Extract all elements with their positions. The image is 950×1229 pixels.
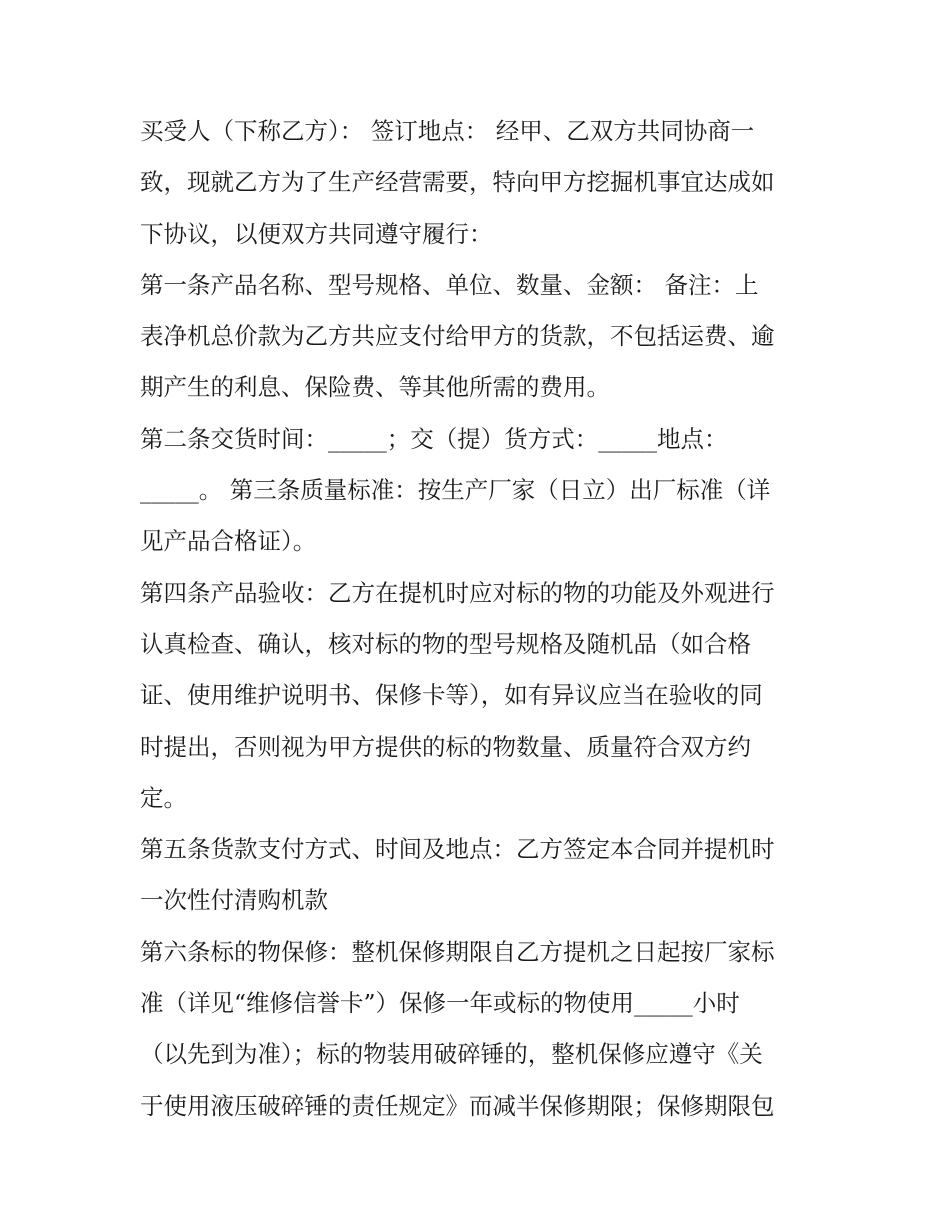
- text-line-10: 第四条产品验收：乙方在提机时应对标的物的功能及外观进行: [140, 578, 775, 607]
- text-line-1: 买受人（下称乙方）： 签订地点： 经甲、乙双方共同协商一: [140, 117, 755, 145]
- text-line-20: 于使用液压破碎锤的责任规定》而减半保修期限；保修期限包: [140, 1091, 775, 1120]
- text-line-13: 时提出，否则视为甲方提供的标的物数量、质量符合双方约: [140, 732, 751, 761]
- text-line-7: 第二条交货时间：_____；交（提）货方式：_____地点：: [140, 424, 728, 453]
- text-line-19: （以先到为准）；标的物装用破碎锤的，整机保修应遵守《关: [140, 1040, 763, 1069]
- text-line-12: 证、使用维护说明书、保修卡等），如有异议应当在验收的同: [140, 681, 763, 710]
- text-line-5: 表净机总价款为乙方共应支付给甲方的货款，不包括运费、逾: [140, 322, 775, 351]
- text-line-17: 第六条标的物保修：整机保修期限自乙方提机之日起按厂家标: [140, 937, 775, 966]
- text-line-14: 定。: [140, 783, 187, 812]
- text-line-3: 下协议，以便双方共同遵守履行：: [140, 219, 493, 248]
- text-line-9: 见产品合格证）。: [140, 527, 317, 556]
- text-line-4: 第一条产品名称、型号规格、单位、数量、金额： 备注：上: [140, 270, 759, 299]
- text-line-18: 准（详见“维修信誉卡”）保修一年或标的物使用_____小时: [140, 989, 740, 1018]
- text-line-2: 致，现就乙方为了生产经营需要，特向甲方挖掘机事宜达成如: [140, 168, 775, 197]
- text-line-11: 认真检查、确认，核对标的物的型号规格及随机品（如合格: [140, 629, 751, 658]
- text-line-6: 期产生的利息、保险费、等其他所需的费用。: [140, 373, 610, 402]
- text-line-8: _____。 第三条质量标准：按生产厂家（日立）出厂标准（详: [140, 476, 771, 505]
- text-line-15: 第五条货款支付方式、时间及地点：乙方签定本合同并提机时: [140, 835, 775, 864]
- text-line-16: 一次性付清购机款: [140, 886, 328, 915]
- contract-body: [140, 106, 820, 1132]
